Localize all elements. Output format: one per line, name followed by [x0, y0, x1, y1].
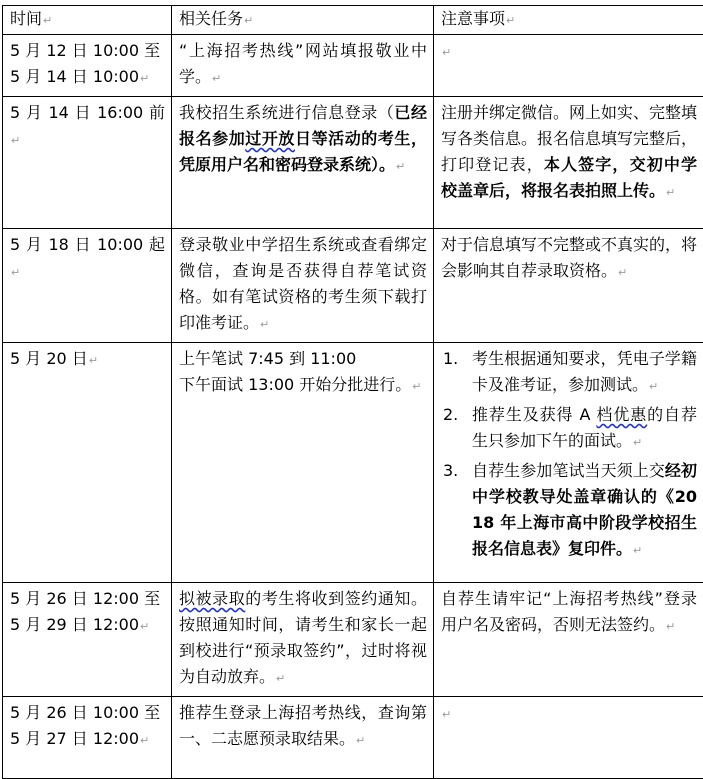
table-row — [3, 583, 703, 697]
list-item: 1. 考生根据通知要求，凭电子学籍卡及准考证，参加测试。↵ — [443, 346, 697, 400]
row-time: 5 月 14 日 16:00 前↵ — [3, 97, 172, 229]
row-task: “上海招考热线”网站填报敬业中学。↵ — [172, 35, 434, 97]
row-task: 推荐生登录上海招考热线，查询第一、二志愿预录取结果。↵ — [172, 697, 434, 779]
row-note: 自荐生请牢记“上海招考热线”登录用户名及密码，否则无法签约。↵ — [434, 583, 703, 697]
row-task: 上午笔试 7:45 到 11:00 下午面试 13:00 开始分批进行。↵ — [172, 343, 434, 583]
header-time: 时间↵ — [3, 6, 172, 35]
row-time: 5 月 12 日 10:00 至 5 月 14 日 10:00↵ — [3, 35, 172, 97]
schedule-table — [2, 5, 703, 779]
table-row — [3, 229, 703, 343]
table-row — [3, 35, 703, 97]
spellcheck-underline: 过开放 — [245, 129, 295, 148]
row-time: 5 月 26 日 10:00 至 5 月 27 日 12:00↵ — [3, 697, 172, 779]
row-task: 拟被录取的考生将收到签约通知。按照通知时间，请考生和家长一起到校进行“预录取签约”，过时将视为自动放弃。↵ — [172, 583, 434, 697]
header-note: 注意事项↵ — [434, 6, 703, 35]
row-note — [434, 343, 703, 583]
row-task: 我校招生系统进行信息登录（已经报名参加过开放日等活动的考生，凭原用户名和密码登录系统）。↵ — [172, 97, 434, 229]
spellcheck-underline: 拟被录取 — [179, 589, 245, 608]
header-task: 相关任务↵ — [172, 6, 434, 35]
header-row — [3, 6, 703, 35]
row-time: 5 月 26 日 12:00 至 5 月 29 日 12:00↵ — [3, 583, 172, 697]
row-note: 注册并绑定微信。网上如实、完整填写各类信息。报名信息填写完整后，打印登记表，本人签字，交初中学校盖章后，将报名表拍照上传。↵ — [434, 97, 703, 229]
row-time: 5 月 20 日↵ — [3, 343, 172, 583]
table-row — [3, 343, 703, 583]
row-note: 对于信息填写不完整或不真实的，将会影响其自荐录取资格。↵ — [434, 229, 703, 343]
table-row — [3, 697, 703, 779]
row-note: ↵ — [434, 35, 703, 97]
row-task: 登录敬业中学招生系统或查看绑定微信，查询是否获得自荐笔试资格。如有笔试资格的考生须下载打印准考证。↵ — [172, 229, 434, 343]
spellcheck-underline: 档优惠 — [596, 405, 647, 424]
list-item: 3. 自荐生参加笔试当天须上交经初中学校教导处盖章确认的《2018 年上海市高中阶段学校招生报名信息表》复印件。↵ — [443, 458, 697, 564]
table-row — [3, 97, 703, 229]
list-item: 2. 推荐生及获得 A 档优惠的自荐生只参加下午的面试。↵ — [443, 402, 697, 456]
row-time: 5 月 18 日 10:00 起↵ — [3, 229, 172, 343]
row-note: ↵ — [434, 697, 703, 779]
notes-list — [443, 346, 697, 564]
